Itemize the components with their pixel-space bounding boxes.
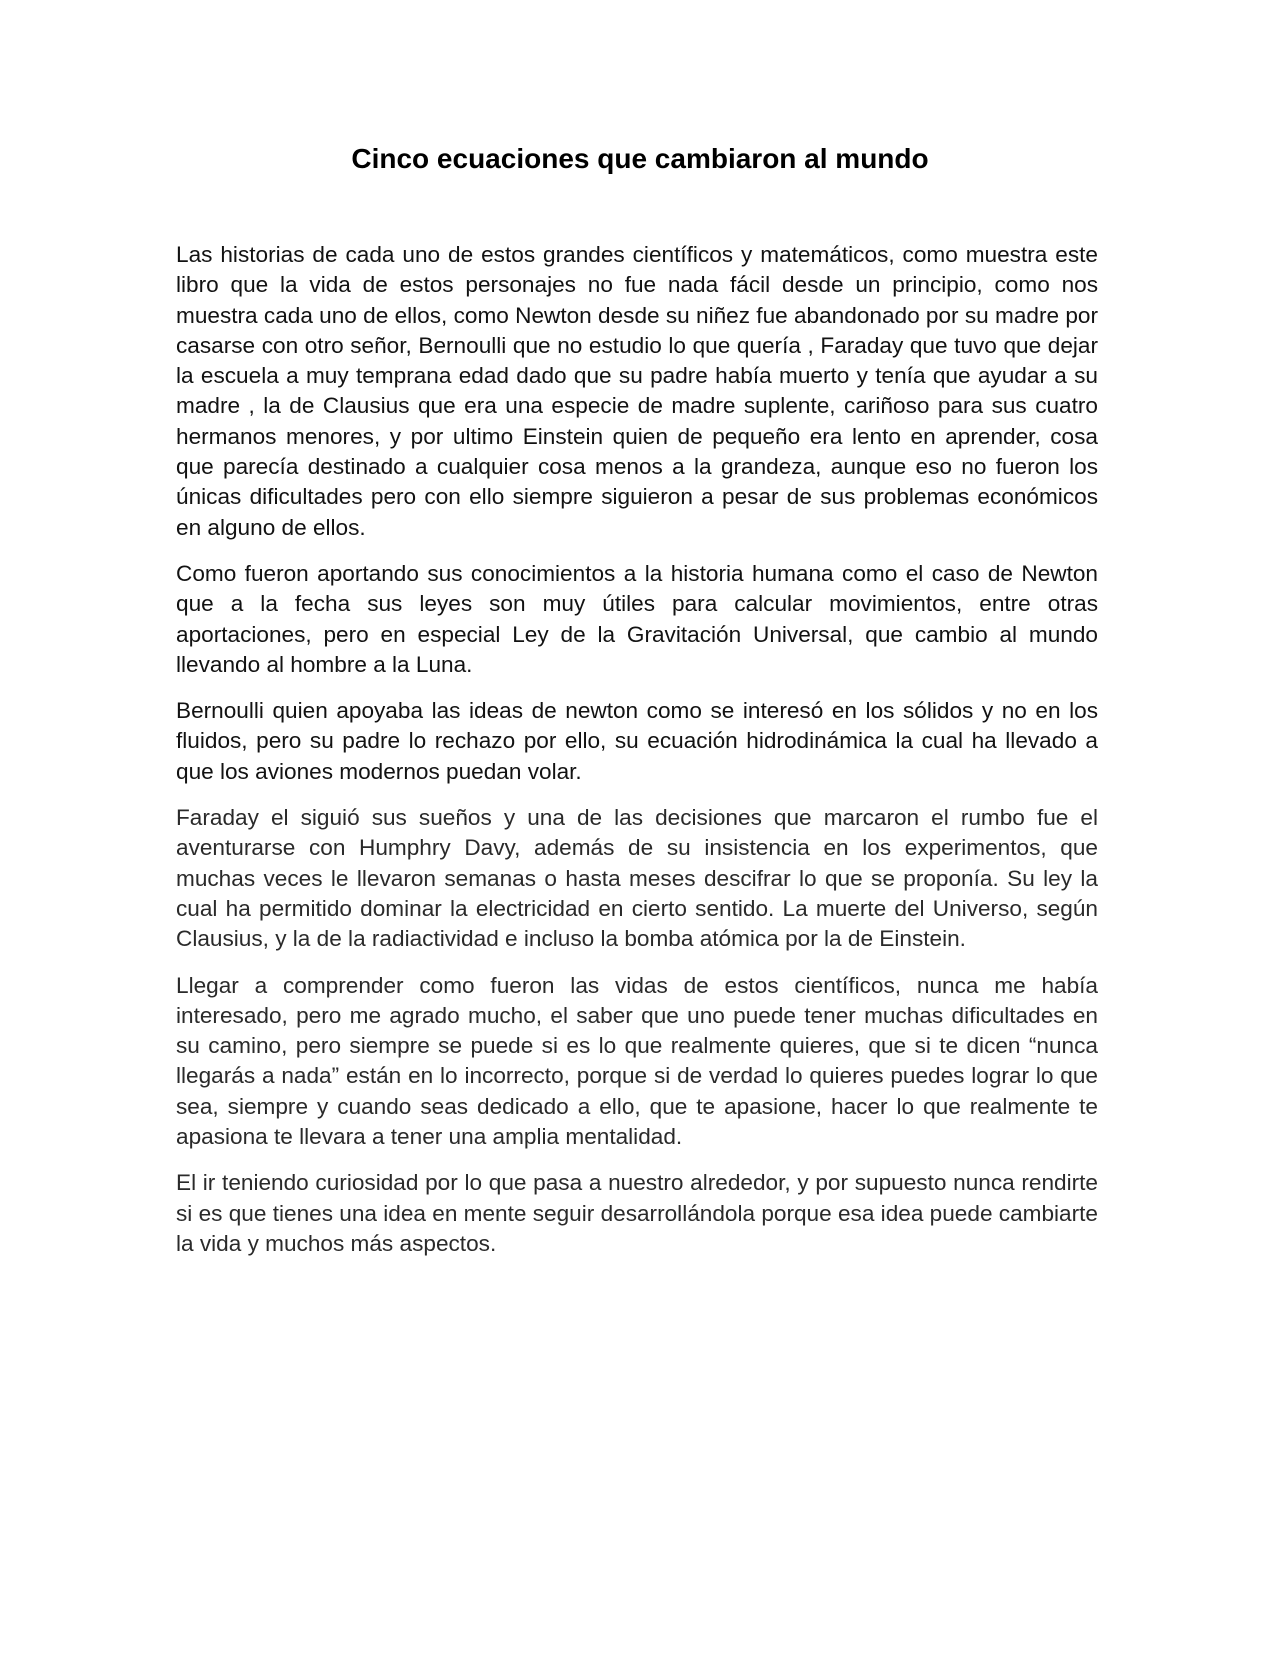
paragraph-conclusion: El ir teniendo curiosidad por lo que pasa a nuestro alrededor, y por supuesto nunca rendirte si es que tienes una idea en mente seguir desarrollándola porque esa idea puede cambiarte la vida y muchos más aspectos. <box>176 1170 1098 1256</box>
paragraph-scientists-histories: Las historias de cada uno de estos grandes científicos y matemáticos, como muestra este libro que la vida de estos personajes no fue nada fácil desde un principio, como nos muestra cada uno de ellos, como Newton desde su niñez fue abandonado por su madre por casarse con otro señor, Bernoulli que no estudio lo que quería , Faraday que tuvo que dejar la escuela a muy temprana edad dado que su padre había muerto y tenía que ayudar a su madre , la de Clausius que era una especie de madre suplente, cariñoso para sus cuatro hermanos menores, y por ultimo Einstein quien de pequeño era lento en aprender, cosa que parecía destinado a cualquier cosa menos a la grandeza, aunque eso no fueron los únicas dificultades pero con ello siempre siguieron a pesar de sus problemas económicos en alguno de ellos. <box>176 242 1098 540</box>
document-body <box>176 240 1098 1275</box>
document-title: Cinco ecuaciones que cambiaron al mundo <box>351 143 929 174</box>
paragraph-bernoulli: Bernoulli quien apoyaba las ideas de newton como se interesó en los sólidos y no en los fluidos, pero su padre lo rechazo por ello, su ecuación hidrodinámica la cual ha llevado a que los aviones modernos puedan volar. <box>176 698 1098 784</box>
paragraph-newton-contributions: Como fueron aportando sus conocimientos a la historia humana como el caso de Newton que a la fecha sus leyes son muy útiles para calcular movimientos, entre otras aportaciones, pero en especial Ley de la Gravitación Universal, que cambio al mundo llevando al hombre a la Luna. <box>176 560 1098 677</box>
paragraph-personal-reflection: Llegar a comprender como fueron las vidas de estos científicos, nunca me había interesado, pero me agrado mucho, el saber que uno puede tener muchas dificultades en su camino, pero siempre se puede si es lo que realmente quieres, que si te dicen “nunca llegarás a nada” están en lo incorrecto, porque si de verdad lo quieres puedes lograr lo que sea, siempre y cuando seas dedicado a ello, que te apasione, hacer lo que realmente te apasiona te llevara a tener una amplia mentalidad. <box>176 972 1098 1150</box>
paragraph-faraday-clausius-einstein: Faraday el siguió sus sueños y una de las decisiones que marcaron el rumbo fue el aventurarse con Humphry Davy, además de su insistencia en los experimentos, que muchas veces le llevaron semanas o hasta meses descifrar lo que se proponía. Su ley la cual ha permitido dominar la electricidad en cierto sentido. La muerte del Universo, según Clausius, y la de la radiactividad e incluso la bomba atómica por la de Einstein. <box>176 805 1098 952</box>
